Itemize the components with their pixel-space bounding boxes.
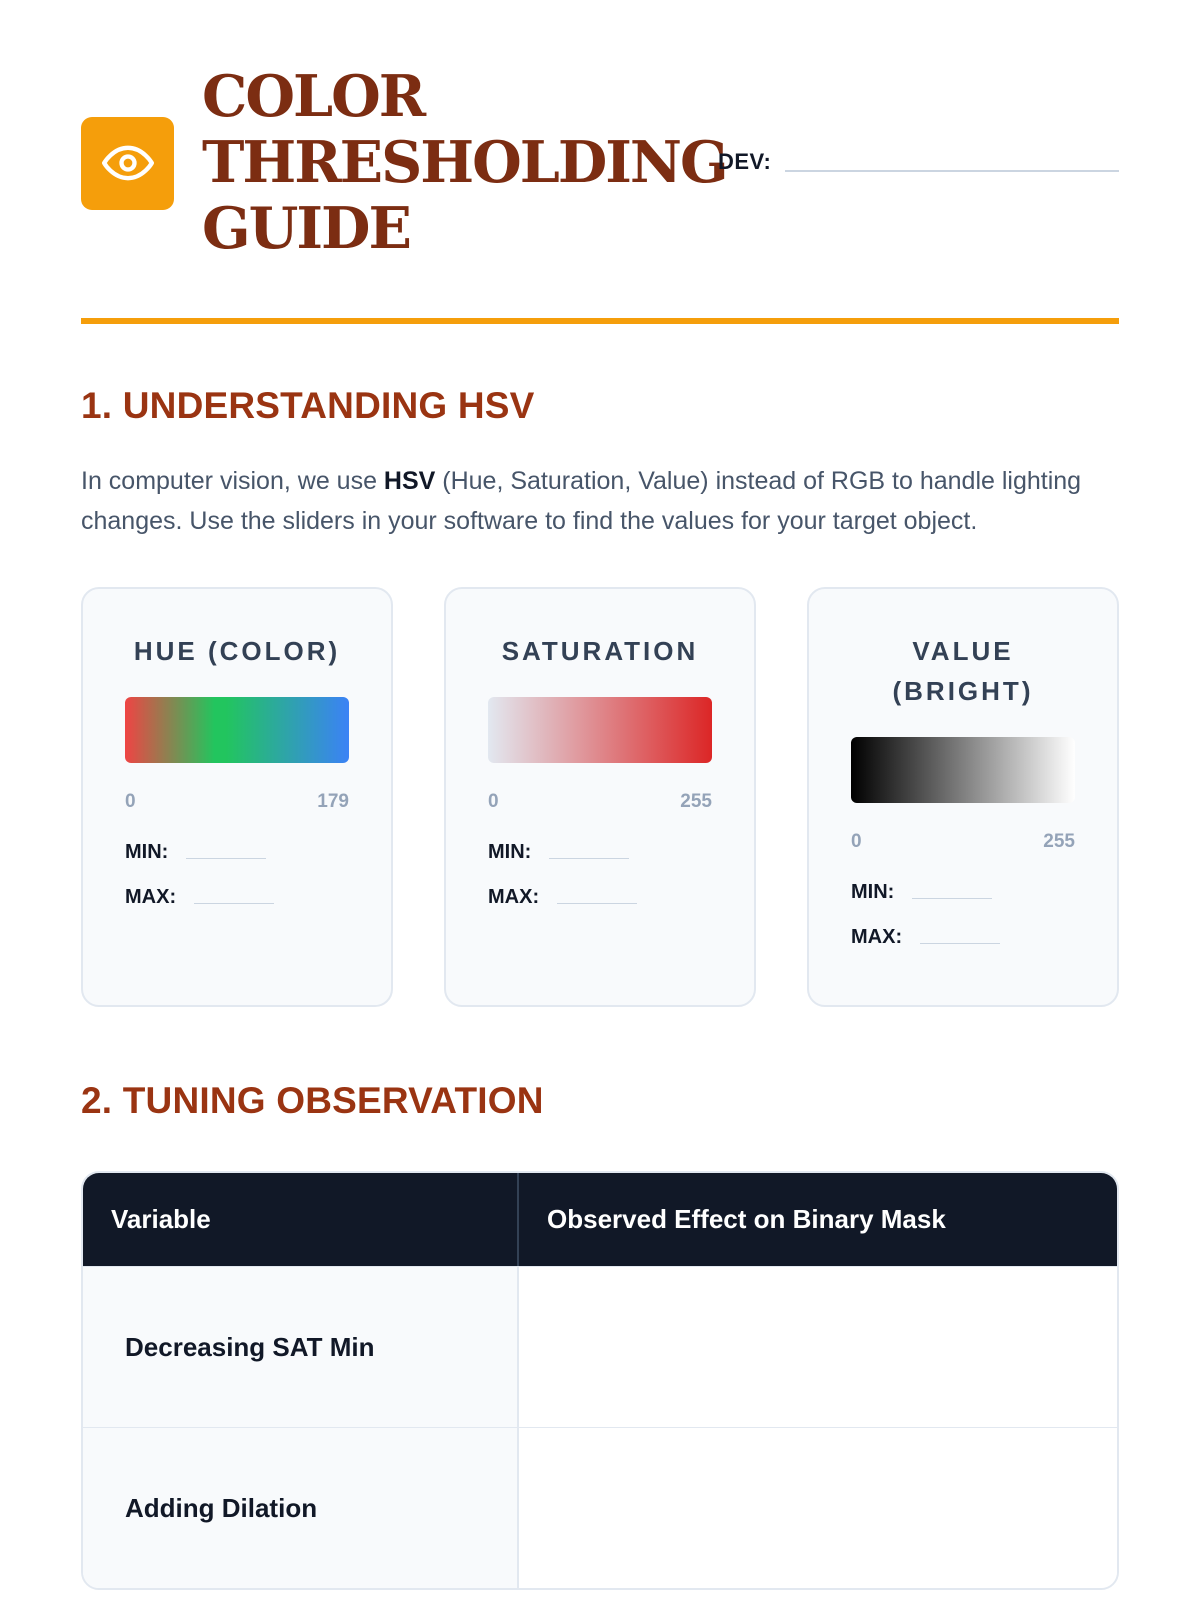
- table-row: [83, 1427, 1117, 1588]
- max-field: [125, 886, 349, 909]
- min-label: MIN:: [851, 881, 895, 903]
- title-line: COLOR: [202, 63, 425, 130]
- variable-cell: Decreasing SAT Min: [83, 1267, 519, 1427]
- min-input-line[interactable]: [186, 858, 266, 859]
- range-max: 255: [680, 791, 712, 812]
- page-title: [202, 63, 727, 262]
- intro-bold: HSV: [383, 467, 436, 495]
- observation-table: [81, 1171, 1119, 1590]
- range-min: 0: [125, 791, 136, 812]
- column-header-variable: Variable: [83, 1173, 519, 1266]
- intro-suffix: (Hue, Saturation, Value) instead of RGB to handle lighting changes. Use the sliders in your software to find the values for your target object.: [81, 467, 1082, 535]
- min-field: [488, 841, 712, 864]
- title-line: GUIDE: [202, 195, 410, 262]
- dev-input-line[interactable]: [785, 170, 1119, 172]
- header-divider: [81, 318, 1119, 324]
- hue-gradient-bar: [125, 697, 349, 763]
- section-title-tuning: 2. TUNING OBSERVATION: [81, 1080, 544, 1121]
- max-label: MAX:: [125, 886, 177, 908]
- title-line: THRESHOLDING: [202, 129, 727, 196]
- value-card: [807, 587, 1119, 1007]
- max-field: [851, 926, 1075, 949]
- header: [81, 0, 1119, 262]
- card-title: VALUE (BRIGHT): [892, 636, 1034, 706]
- range-labels: [851, 831, 1075, 853]
- max-input-line[interactable]: [920, 943, 1000, 944]
- min-label: MIN:: [488, 841, 532, 863]
- saturation-gradient-bar: [488, 697, 712, 763]
- range-labels: [125, 791, 349, 813]
- column-header-effect: Observed Effect on Binary Mask: [547, 1204, 946, 1234]
- card-title: SATURATION: [501, 636, 699, 666]
- min-input-line[interactable]: [549, 858, 629, 859]
- min-label: MIN:: [125, 841, 169, 863]
- table-row: [83, 1266, 1117, 1427]
- effect-cell[interactable]: [519, 1267, 1117, 1427]
- logo-badge: [81, 117, 174, 210]
- range-min: 0: [851, 831, 862, 852]
- saturation-card: [444, 587, 756, 1007]
- hsv-cards: [81, 587, 1119, 1007]
- effect-cell[interactable]: [519, 1428, 1117, 1588]
- eye-icon: [102, 137, 154, 189]
- intro-paragraph: [81, 461, 1119, 541]
- variable-cell: Adding Dilation: [83, 1428, 519, 1588]
- max-label: MAX:: [488, 886, 540, 908]
- dev-label: DEV:: [718, 149, 772, 174]
- table-header: [83, 1173, 1117, 1266]
- range-min: 0: [488, 791, 499, 812]
- max-label: MAX:: [851, 926, 903, 948]
- max-input-line[interactable]: [194, 903, 274, 904]
- value-gradient-bar: [851, 737, 1075, 803]
- min-field: [125, 841, 349, 864]
- range-max: 255: [1043, 831, 1075, 852]
- dev-field: [718, 149, 1119, 177]
- card-title: HUE (COLOR): [133, 636, 341, 666]
- range-max: 179: [317, 791, 349, 812]
- hue-card: [81, 587, 393, 1007]
- section-title-hsv: 1. UNDERSTANDING HSV: [81, 385, 535, 426]
- min-field: [851, 881, 1075, 904]
- range-labels: [488, 791, 712, 813]
- min-input-line[interactable]: [912, 898, 992, 899]
- intro-prefix: In computer vision, we use: [81, 467, 384, 495]
- max-field: [488, 886, 712, 909]
- max-input-line[interactable]: [557, 903, 637, 904]
